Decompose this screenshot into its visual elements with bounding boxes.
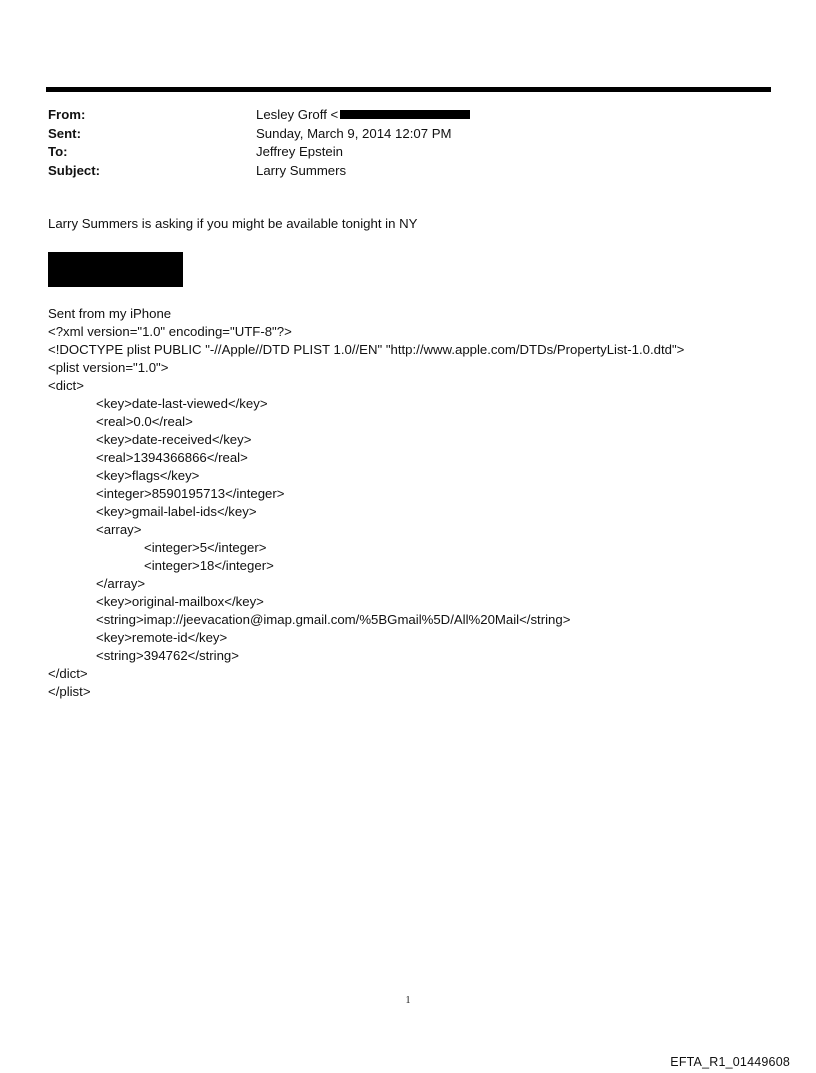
redacted-block: [48, 252, 183, 287]
plist-line: </plist>: [48, 684, 91, 699]
plist-line: <key>date-received</key>: [96, 432, 252, 447]
plist-line: <string>imap://jeevacation@imap.gmail.com/%5BGmail%5D/All%20Mail</string>: [96, 612, 571, 627]
bates-number: EFTA_R1_01449608: [670, 1055, 790, 1069]
from-value: [256, 106, 768, 124]
plist-line: <string>394762</string>: [96, 648, 239, 663]
plist-block: [48, 305, 684, 701]
signature-line: Sent from my iPhone: [48, 306, 172, 321]
page-number: 1: [405, 995, 411, 1006]
from-label: From:: [48, 107, 86, 123]
plist-line: <!DOCTYPE plist PUBLIC "-//Apple//DTD PLIST 1.0//EN" "http://www.apple.com/DTDs/PropertyList-1.0.dtd">: [48, 342, 685, 357]
subject-value: Larry Summers: [256, 162, 347, 178]
plist-line: <integer>5</integer>: [144, 540, 267, 555]
sent-label: Sent:: [48, 125, 81, 141]
sent-row: [48, 125, 768, 144]
plist-line: <key>remote-id</key>: [96, 630, 228, 645]
to-value: Jeffrey Epstein: [256, 144, 343, 160]
plist-line: <real>0.0</real>: [96, 414, 193, 429]
plist-line: <integer>8590195713</integer>: [96, 486, 285, 501]
redacted-email: [340, 110, 470, 119]
plist-line: <plist version="1.0">: [48, 360, 169, 375]
plist-line: <?xml version="1.0" encoding="UTF-8"?>: [48, 324, 292, 339]
plist-line: <key>original-mailbox</key>: [96, 594, 264, 609]
header-rule: [46, 87, 771, 92]
plist-line: <real>1394366866</real>: [96, 450, 248, 465]
plist-line: <dict>: [48, 378, 84, 393]
subject-row: [48, 162, 768, 181]
to-label: To:: [48, 144, 68, 160]
sent-value: Sunday, March 9, 2014 12:07 PM: [256, 125, 452, 141]
plist-line: <array>: [96, 522, 142, 537]
plist-line: <integer>18</integer>: [144, 558, 274, 573]
plist-line: </array>: [96, 576, 146, 591]
plist-line: <key>gmail-label-ids</key>: [96, 504, 257, 519]
plist-line: </dict>: [48, 666, 88, 681]
from-name: Lesley Groff <: [256, 107, 339, 123]
subject-label: Subject:: [48, 162, 101, 178]
message-body: Larry Summers is asking if you might be available tonight in NY: [48, 216, 418, 231]
email-header: [48, 106, 768, 180]
plist-line: <key>flags</key>: [96, 468, 200, 483]
plist-line: <key>date-last-viewed</key>: [96, 396, 268, 411]
to-row: [48, 143, 768, 162]
from-row: [48, 106, 768, 125]
